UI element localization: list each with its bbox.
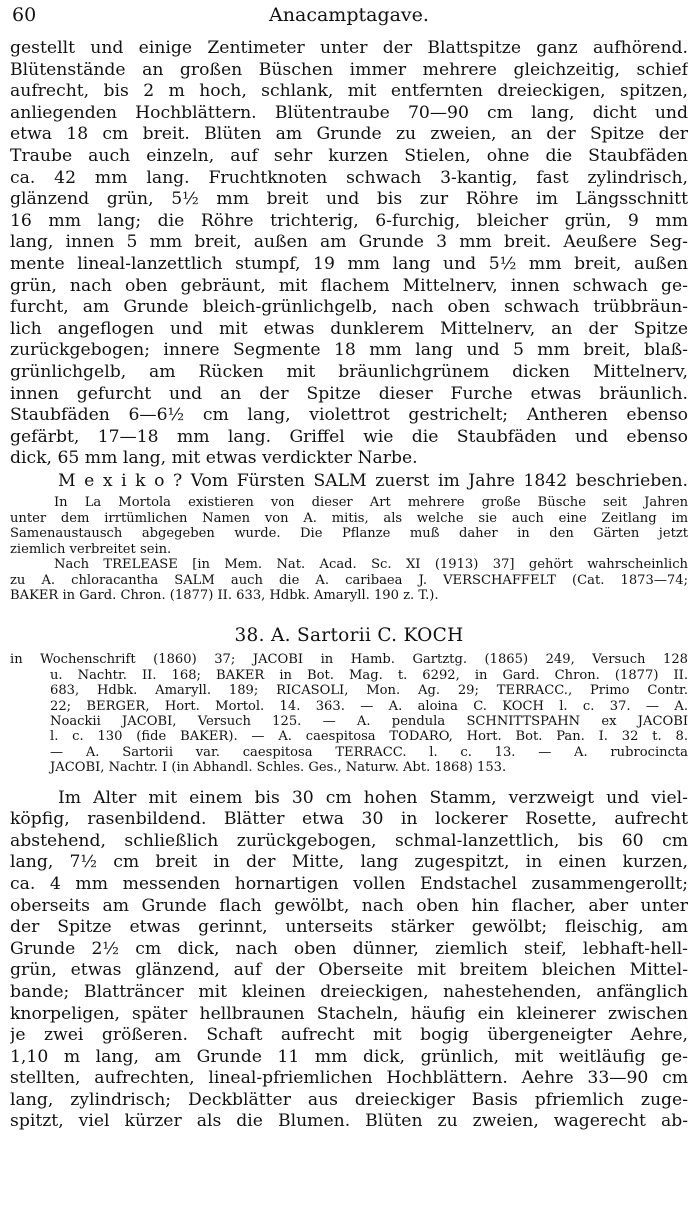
- footnote-block-1: [10, 495, 688, 557]
- text-line: innen gefurcht und an der Spitze dieser Furche etwas bräunlich.: [10, 383, 688, 404]
- description-paragraph-2: [10, 788, 688, 1134]
- footnote-block-2: [10, 557, 688, 603]
- text-line: köpfig, rasenbildend. Blätter etwa 30 in lockerer Rosette, aufrecht: [10, 809, 688, 830]
- text-line: dick, 65 mm lang, mit etwas verdickter Narbe.: [10, 448, 418, 469]
- small-text-line: ziemlich verbreitet sein.: [10, 541, 172, 557]
- text-line: furcht, am Grunde bleich-grünlichgelb, nach oben schwach trübbräun-: [10, 297, 688, 318]
- small-text-line: zu A. chloracantha SALM auch die A. caribaea J. VERSCHAFFELT (Cat. 1873—74;: [10, 572, 688, 588]
- text-line: lich angeflogen und mit etwas dunklerem Mittelnerv, an der Spitze: [10, 318, 688, 339]
- small-text-line: 683, Hdbk. Amaryll. 189; RICASOLI, Mon. Ag. 29; TERRACC., Primo Contr.: [50, 683, 688, 699]
- text-line: gestellt und einige Zentimeter unter der Blattspitze ganz aufhörend.: [10, 38, 688, 58]
- text-line: Traube auch einzeln, auf sehr kurzen Stielen, ohne die Staubfäden: [10, 145, 688, 166]
- small-text-line: in Wochenschrift (1860) 37; JACOBI in Hamb. Gartztg. (1865) 249, Versuch 128: [10, 652, 688, 668]
- small-text-line: In La Mortola existieren von dieser Art mehrere große Büsche seit Jahren: [54, 495, 688, 511]
- text-line: Grunde 2½ cm dick, nach oben dünner, ziemlich steif, lebhaft-hell-: [10, 938, 688, 959]
- text-line: mente lineal-lanzettlich stumpf, 19 mm lang und 5½ mm breit, außen: [10, 253, 688, 274]
- text-line: lang, zylindrisch; Deckblätter aus dreieckiger Basis pfriemlich zuge-: [10, 1089, 688, 1110]
- small-text-line: JACOBI, Nachtr. I (in Abhandl. Schles. Ges., Naturw. Abt. 1868) 153.: [50, 760, 507, 776]
- text-line: zurückgebogen; innere Segmente 18 mm lang und 5 mm breit, blaß-: [10, 340, 688, 361]
- species-heading: 38. A. Sartorii C. KOCH: [234, 625, 464, 647]
- text-line: anliegenden Hochblättern. Blütentraube 70—90 cm lang, dicht und: [10, 102, 688, 123]
- small-text-line: Samenaustausch abgegeben wurde. Die Pflanze muß daher in den Gärten jetzt: [10, 526, 688, 542]
- text-line: 1,10 m lang, am Grunde 11 mm dick, grünlich, mit weitläufig ge-: [10, 1046, 688, 1067]
- text-line: grün, nach oben gebräunt, mit flachem Mittelnerv, innen schwach ge-: [10, 275, 688, 296]
- text-line: glänzend grün, 5½ mm breit und bis zur Röhre im Längsschnitt: [10, 189, 688, 210]
- small-text-line: u. Nachtr. II. 168; BAKER in Bot. Mag. t. 6292, in Gard. Chron. (1877) II.: [50, 667, 688, 683]
- text-line: etwa 18 cm breit. Blüten am Grunde zu zweien, an der Spitze der: [10, 124, 688, 145]
- text-line: 16 mm lang; die Röhre trichterig, 6-furchig, bleicher grün, 9 mm: [10, 210, 688, 231]
- running-title: Anacamptagave.: [269, 4, 429, 26]
- text-line: ca. 4 mm messenden hornartigen vollen Endstachel zusammengerollt;: [10, 873, 688, 894]
- small-text-line: unter dem irrtümlichen Namen von A. mitis, als welche sie auch eine Zeitlang im: [10, 510, 688, 526]
- page-header: [10, 4, 688, 34]
- text-line: stellten, aufrechten, lineal-pfriemlichen Hochblättern. Aehre 33—90 cm: [10, 1068, 688, 1089]
- text-line: spitzt, viel kürzer als die Blumen. Blüten zu zweien, wagerecht ab-: [10, 1111, 688, 1132]
- small-text-line: 22; BERGER, Hort. Mortol. 14. 363. — A. aloina C. KOCH l. c. 37. — A.: [50, 698, 688, 714]
- text-line: grünlichgelb, am Rücken mit bräunlichgrünem dicken Mittelnerv,: [10, 361, 688, 382]
- small-text-line: BAKER in Gard. Chron. (1877) II. 633, Hdbk. Amaryll. 190 z. T.).: [10, 587, 439, 603]
- text-line: aufrecht, bis 2 m hoch, schlank, mit entfernten dreieckigen, spitzen,: [10, 81, 688, 102]
- text-line: oberseits am Grunde flach gewölbt, nach oben hin flacher, aber unter: [10, 895, 688, 916]
- small-text-line: Noackii JACOBI, Versuch 125. — A. pendula SCHNITTSPAHN ex JACOBI: [50, 713, 688, 729]
- page-number: 60: [12, 4, 37, 26]
- text-line: knorpeligen, später hellbraunen Stacheln, häufig ein kleinerer zwischen: [10, 1003, 688, 1024]
- text-line: bande; Blatträncer mit kleinen dreieckigen, nahestehenden, anfänglich: [10, 981, 688, 1002]
- small-text-line: l. c. 130 (fide BAKER). — A. caespitosa TODARO, Hort. Bot. Pan. I. 32 t. 8.: [50, 729, 688, 745]
- text-line: Staubfäden 6—6½ cm lang, violettrot gestrichelt; Antheren ebenso: [10, 405, 688, 426]
- text-line: abstehend, schließlich zurückgebogen, schmal-lanzettlich, bis 60 cm: [10, 830, 688, 851]
- text-line: der Spitze etwas gerinnt, unterseits stärker gewölbt; fleischig, am: [10, 917, 688, 938]
- text-line: je zwei größeren. Schaft aufrecht mit bogig übergeneigter Aehre,: [10, 1025, 688, 1046]
- small-text-line: — A. Sartorii var. caespitosa TERRACC. l. c. 13. — A. rubrocincta: [50, 744, 688, 760]
- synonymy-block: [10, 652, 688, 775]
- text-line: gefärbt, 17—18 mm lang. Griffel wie die Staubfäden und ebenso: [10, 426, 688, 447]
- text-line: M e x i k o ? Vom Fürsten SALM zuerst im Jahre 1842 beschrieben.: [58, 470, 688, 491]
- text-line: Im Alter mit einem bis 30 cm hohen Stamm, verzweigt und viel-: [58, 787, 688, 808]
- text-line: ca. 42 mm lang. Fruchtknoten schwach 3-kantig, fast zylindrisch,: [10, 167, 688, 188]
- description-paragraph: [10, 38, 688, 470]
- page: [10, 0, 688, 1133]
- text-line: lang, 7½ cm breit in der Mitte, lang zugespitzt, in einen kurzen,: [10, 852, 688, 873]
- text-line: lang, innen 5 mm breit, außen am Grunde 3 mm breit. Aeußere Seg-: [10, 232, 688, 253]
- text-line: Blütenstände an großen Büschen immer mehrere gleichzeitig, schief: [10, 59, 688, 80]
- small-text-line: Nach TRELEASE [in Mem. Nat. Acad. Sc. XI (1913) 37] gehört wahrscheinlich: [54, 557, 688, 573]
- text-line: grün, etwas glänzend, auf der Oberseite mit breitem bleichen Mittel-: [10, 960, 688, 981]
- distribution-line: [10, 471, 688, 493]
